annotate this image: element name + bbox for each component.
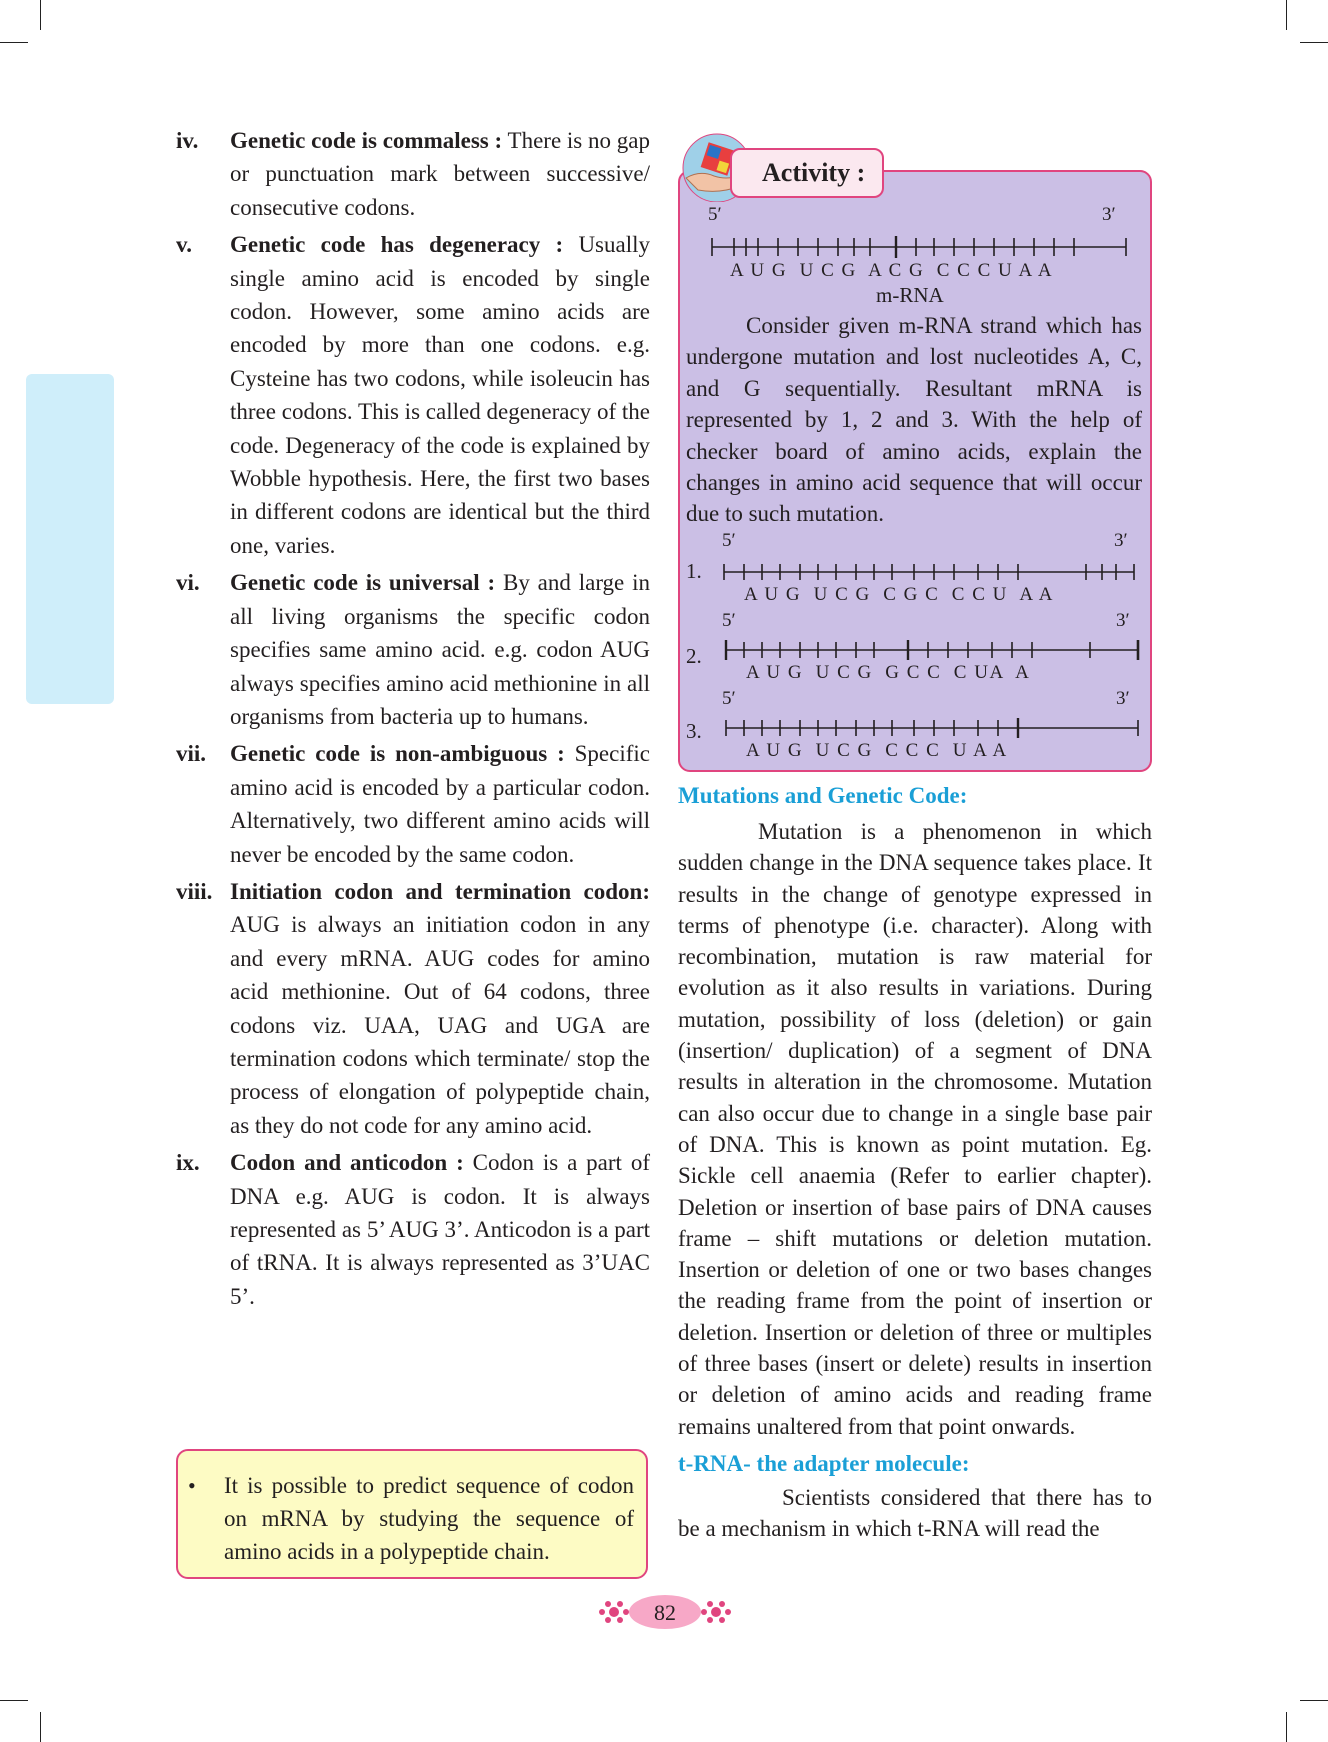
page-number: 82 <box>654 1600 676 1625</box>
crop-mark <box>1286 1712 1287 1742</box>
three-prime-label: 3′ <box>1102 204 1116 225</box>
item-number: ix. <box>176 1150 200 1176</box>
mrna-sequence: A U G U C G C C C U A A <box>746 740 1008 761</box>
strand-number: 3. <box>686 719 702 743</box>
crop-mark <box>40 1712 41 1742</box>
crop-mark <box>1300 1700 1328 1701</box>
item-text: By and large in all living organisms the specific codon specifies same amino acid. e.g. codon AUG always specifies amino acid methionine in all organisms from bacteria up to humans. <box>230 570 650 729</box>
paragraph <box>678 816 1152 1442</box>
page-number-badge <box>598 1592 732 1632</box>
item-number: iv. <box>176 128 199 153</box>
mrna-sequence: A U G U C G G C C C UA A <box>746 662 1031 683</box>
item-body <box>230 566 650 733</box>
strand-number: 2. <box>686 644 702 668</box>
item-title: Genetic code has degeneracy : <box>230 232 564 258</box>
crop-mark <box>0 42 28 43</box>
strand-number: 1. <box>686 559 702 583</box>
item-number: vii. <box>176 741 207 767</box>
list-item <box>176 566 650 733</box>
item-text: AUG is always an initiation codon in any and every mRNA. AUG codes for amino acid methionine. Out of 64 codons, three codons viz. UAA, UAG and UGA are termination codons which terminate/ stop the process of elongation of polypeptide chain, as they do not code for any amino acid. <box>230 912 650 1138</box>
item-title: Genetic code is non-ambiguous : <box>230 741 565 767</box>
five-prime-label: 5′ <box>708 204 722 225</box>
list-item <box>176 228 650 562</box>
item-title: Initiation codon and termination codon: <box>230 878 650 904</box>
chapter-side-tab <box>26 374 114 704</box>
activity-instructions <box>686 310 1142 530</box>
item-title: Codon and anticodon : <box>230 1150 464 1176</box>
note-box <box>176 1449 648 1579</box>
item-body <box>230 1146 650 1313</box>
five-prime-label: 5′ <box>722 688 736 709</box>
item-body <box>230 737 650 871</box>
crop-mark <box>1286 0 1287 30</box>
note-text: It is possible to predict sequence of codon on mRNA by studying the sequence of amino acids in a polypeptide chain. <box>224 1473 634 1564</box>
five-prime-label: 5′ <box>722 530 736 551</box>
list-item <box>176 875 650 1142</box>
list-item <box>176 124 650 224</box>
item-number: vi. <box>176 570 200 596</box>
three-prime-label: 3′ <box>1116 688 1130 709</box>
item-text: There is no gap or punctuation mark between successive/ consecutive codons. <box>230 128 651 220</box>
item-text: Specific amino acid is encoded by a particular codon. Alternatively, two different amino acids will never be encoded by the same codon. <box>230 741 650 867</box>
item-body <box>230 124 650 224</box>
crop-mark <box>1300 42 1328 43</box>
item-title: Genetic code is commaless : <box>230 128 503 153</box>
activity-text: Consider given m-RNA strand which has undergone mutation and lost nucleotides A, C, and G sequentially. Resultant mRNA is represented by 1, 2 and 3. With the help of checker board of amino acids, explain the changes in amino acid sequence that will occur due to such mutation. <box>686 313 1142 527</box>
activity-label: Activity : <box>730 148 884 198</box>
right-column <box>678 780 1152 1545</box>
section-heading: t-RNA- the adapter molecule: <box>678 1450 970 1476</box>
left-column <box>176 124 650 1317</box>
item-body <box>230 875 650 1142</box>
item-title: Genetic code is universal : <box>230 570 496 596</box>
bullet: • <box>188 1473 196 1498</box>
three-prime-label: 3′ <box>1116 610 1130 631</box>
mrna-sequence: A U G U C G C G C C C U A A <box>744 584 1054 605</box>
paragraph <box>678 1482 1152 1545</box>
item-text: Usually single amino acid is encoded by single codon. However, some amino acids are encoded by more than one codons. e.g. Cysteine has two codons, while isoleucin has three codons. This is called degeneracy of the code. Degeneracy of the code is explained by Wobble hypothesis. Here, the first two bases in different codons are identical but the third one, varies. <box>230 232 650 558</box>
paragraph-text: Mutation is a phenomenon in which sudden change in the DNA sequence takes place. It results in the change of genotype expressed in terms of phenotype (i.e. character). Along with recombination, mutation is raw material for evolution as it also results in variations. During mutation, possibility of loss (deletion) or gain (insertion/ duplication) of a segment of DNA results in alteration in the chromosome. Mutation can also occur due to change in a single base pair of DNA. This is known as point mutation. Eg. Sickle cell anaemia (Refer to earlier chapter). Deletion or insertion of base pairs of DNA causes frame – shift mutations or deletion mutation. Insertion or deletion of one or two bases changes the reading frame from the point of insertion or deletion. Insertion or deletion of three or multiples of three bases (insert or delete) results in insertion or deletion of amino acids and reading frame remains unaltered from that point onwards. <box>678 819 1152 1439</box>
item-number: viii. <box>176 878 213 904</box>
mrna-sequence: A U G U C G A C G C C C U A A <box>730 260 1054 281</box>
item-body <box>230 228 650 562</box>
section-heading: Mutations and Genetic Code: <box>678 783 968 808</box>
mrna-caption: m-RNA <box>876 283 944 307</box>
paragraph-text: Scientists considered that there has to be a mechanism in which t-RNA will read the <box>678 1484 1152 1542</box>
list-item <box>176 1146 650 1313</box>
list-item <box>176 737 650 871</box>
item-text: Codon is a part of DNA e.g. AUG is codon. It is always represented as 5’ AUG 3’. Anticodon is a part of tRNA. It is always represented as 3’UAC 5’. <box>230 1150 650 1309</box>
crop-mark <box>0 1700 28 1701</box>
five-prime-label: 5′ <box>722 610 736 631</box>
item-number: v. <box>176 232 192 258</box>
crop-mark <box>40 0 41 30</box>
three-prime-label: 3′ <box>1114 530 1128 551</box>
